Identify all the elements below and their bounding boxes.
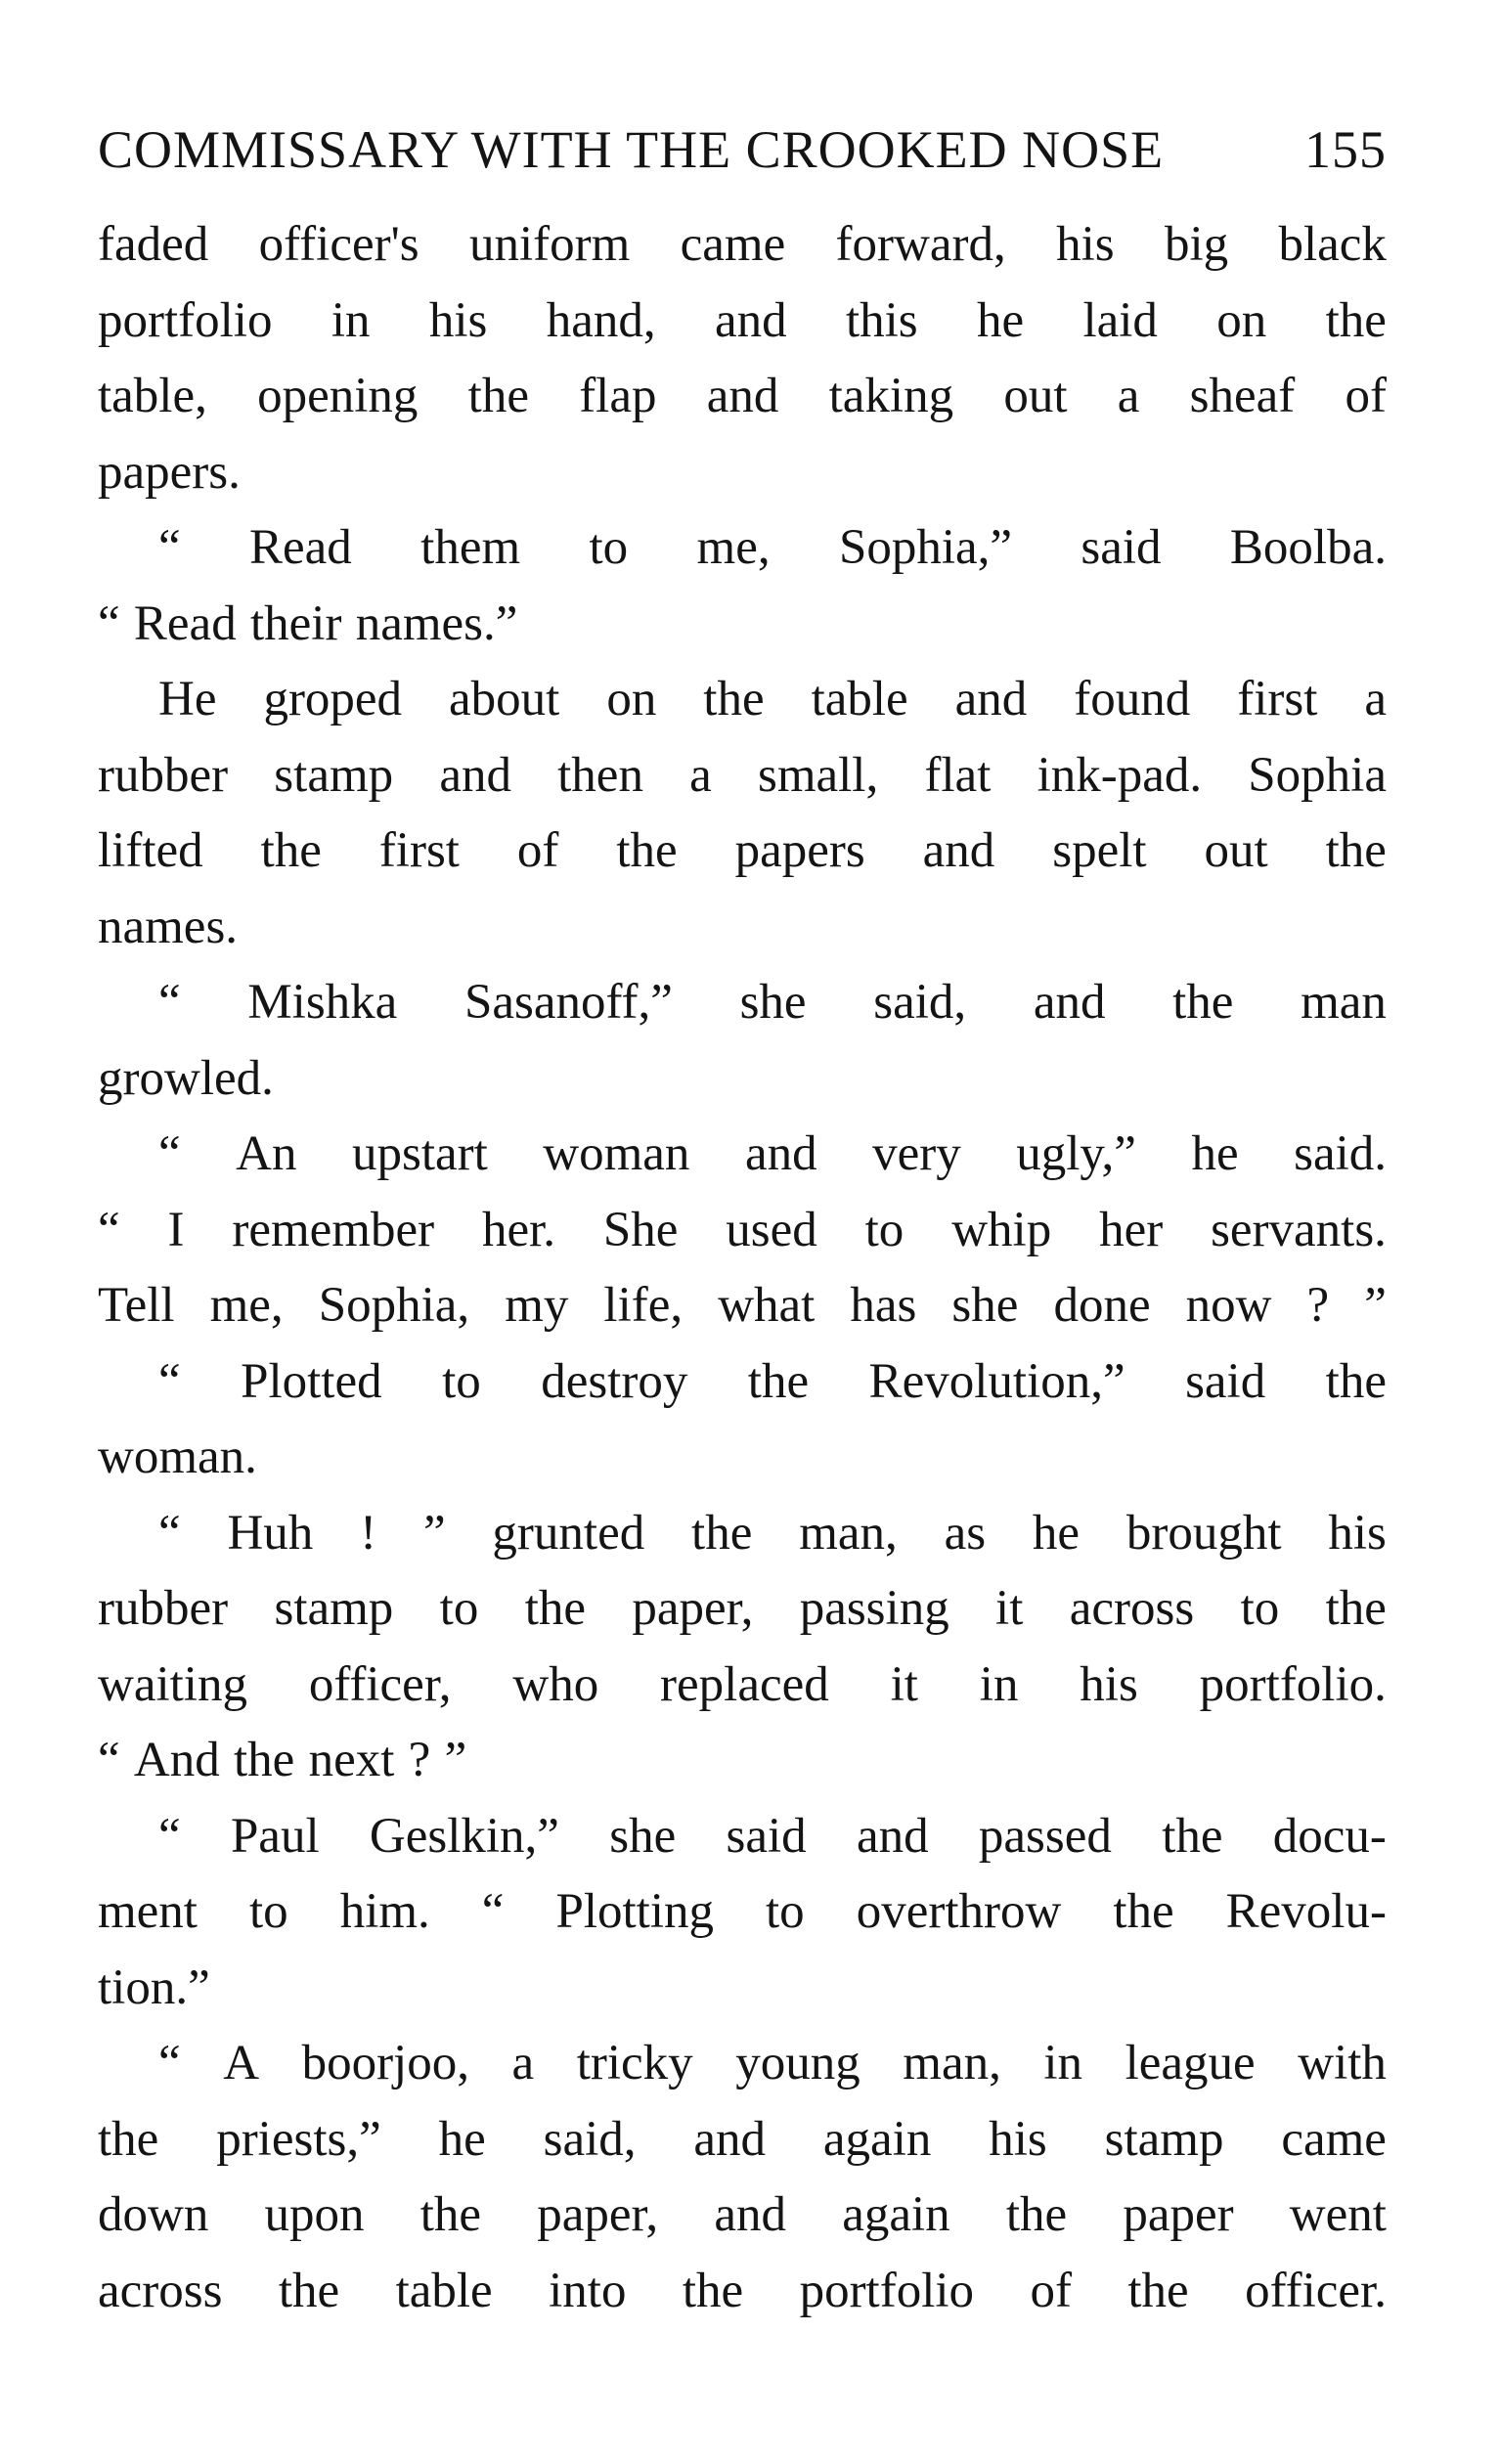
word: it [995,1581,1024,1636]
word: whip [951,1202,1052,1257]
word: she [739,975,807,1030]
word: done [1053,1278,1151,1333]
word: ” [444,1733,467,1787]
word: the [1005,2187,1068,2242]
word: portfolio. [1199,1656,1387,1712]
word: portfolio [98,292,273,348]
word: said [726,1808,807,1864]
word: names.” [355,595,518,651]
text-line [98,662,1387,738]
word: the [1325,1581,1387,1636]
word: “ [158,1353,181,1409]
word: he [438,2111,486,2167]
text-line [98,2026,1387,2102]
word: servants. [1211,1202,1387,1257]
word: ” [422,1505,446,1561]
running-title: COMMISSARY WITH THE CROOKED NOSE [98,120,1165,179]
word: into [549,2263,627,2318]
word: the [98,2111,159,2167]
text-line [98,1648,1387,1724]
word: ugly,” [1016,1126,1136,1181]
word: and [714,292,787,348]
text-line [98,814,1387,890]
text-line [98,1874,1387,1951]
word: the [1113,1884,1174,1939]
page-number: 155 [1304,120,1387,179]
word: Boolba. [1229,520,1387,575]
text-line [98,587,1387,663]
text-line [98,1268,1387,1344]
word: Read [249,520,352,575]
word: destroy [541,1353,688,1409]
word: black [1278,217,1387,272]
word: the [1162,1808,1223,1864]
word: “ [158,520,181,575]
word: table [395,2263,493,2318]
word: and [439,747,511,803]
word: upstart [351,1126,488,1181]
text-line [98,1951,1387,2027]
word: woman. [98,1430,257,1484]
word: groped [263,672,403,726]
word: again [842,2187,950,2242]
word: tricky [576,2036,693,2090]
word: papers. [98,444,241,500]
word: officer, [308,1656,452,1712]
text-line [98,738,1387,814]
word: forward, [835,217,1006,272]
word: “ [481,1884,505,1939]
text-line [98,890,1387,966]
word: he [1032,1505,1081,1561]
word: to [766,1884,805,1939]
word: a [1364,672,1387,726]
word: again [822,2111,932,2167]
text-line [98,2254,1387,2330]
word: Read [133,595,237,651]
word: Huh [227,1505,314,1561]
word: ! [360,1505,377,1561]
word: paper, [537,2187,659,2242]
word: first [1237,672,1318,726]
word: life, [603,1278,684,1333]
word: spelt [1052,823,1147,878]
word: said. [1294,1126,1387,1181]
word: about [449,672,560,726]
word: passing [799,1581,949,1636]
word: to [1240,1581,1280,1636]
word: out [1204,823,1268,878]
word: table, [98,369,207,423]
word: the [260,823,322,878]
word: man [1301,975,1387,1030]
word: ink-pad. [1037,747,1203,803]
word: has [850,1278,917,1333]
word: flat [924,747,992,803]
word: ? [1306,1278,1330,1333]
word: brought [1125,1505,1282,1561]
word: he [976,292,1025,348]
word: Sophia, [318,1278,470,1333]
word: across [98,2263,223,2318]
word: rubber [98,1581,229,1636]
text-line [98,1496,1387,1572]
word: very [872,1126,961,1181]
word: “ [98,1202,120,1257]
word: He [158,672,217,726]
word: A [223,2036,260,2090]
word: said [1185,1353,1266,1409]
word: Plotting [555,1884,714,1939]
word: the [467,369,529,423]
text-line [98,1571,1387,1648]
word: “ [158,975,181,1030]
word: and [706,369,779,423]
word: a [511,2036,535,2090]
text-line [98,435,1387,511]
word: uniform [468,217,631,272]
word: Sophia [1248,747,1387,803]
word: and [922,823,995,878]
word: to [442,1353,481,1409]
word: found [1074,672,1191,726]
body-text [98,207,1387,2329]
word: his [1080,1656,1138,1712]
word: man, [799,1505,898,1561]
word: she [951,1278,1019,1333]
word: in [1043,2036,1083,2090]
word: woman [543,1126,690,1181]
word: growled. [98,1050,274,1106]
word: a [689,747,712,803]
word: with [1298,2036,1387,2090]
word: came [680,217,786,272]
word: Sasanoff,” [463,975,673,1030]
word: Revolu- [1225,1884,1387,1939]
word: the [616,823,678,878]
word: to [439,1581,479,1636]
word: stamp [274,1581,394,1636]
word: “ [98,595,120,651]
word: me, [209,1278,284,1333]
word: stamp [274,747,394,803]
word: And [133,1733,220,1787]
word: my [505,1278,569,1333]
word: of [1030,2263,1072,2318]
word: the [703,672,765,726]
word: taking [828,369,954,423]
word: ment [98,1884,198,1939]
text-line [98,1723,1387,1799]
word: the [691,1505,753,1561]
word: papers [734,823,865,878]
word: he [1191,1126,1239,1181]
word: said, [543,2111,637,2167]
word: tion.” [98,1959,210,2015]
word: flap [579,369,657,423]
word: the [1325,823,1387,878]
word: grunted [492,1505,645,1561]
word: her [1099,1202,1164,1257]
word: boorjoo, [301,2036,469,2090]
word: “ [158,1126,181,1181]
word: Sophia,” [838,520,1013,575]
word: Revolution,” [868,1353,1125,1409]
word: Plotted [241,1353,382,1409]
word: and [954,672,1028,726]
word: paper, [632,1581,754,1636]
word: and [714,2187,787,2242]
word: across [1069,1581,1195,1636]
word: Tell [98,1278,175,1333]
word: docu- [1272,1808,1387,1864]
word: lifted [98,823,203,878]
word: the [747,1353,810,1409]
word: priests,” [216,2111,381,2167]
word: opening [257,369,419,423]
word: her. [481,1202,556,1257]
word: used [726,1202,817,1257]
word: down [98,2187,209,2242]
word: the [1127,2263,1189,2318]
word: came [1281,2111,1387,2167]
text-line [98,207,1387,284]
word: remember [232,1202,435,1257]
word: “ [98,1733,120,1787]
word: their [249,595,342,651]
word: names. [98,899,239,954]
word: portfolio [799,2263,975,2318]
text-line [98,2178,1387,2254]
word: stamp [1104,2111,1224,2167]
word: upon [264,2187,365,2242]
word: replaced [660,1656,829,1712]
text-line [98,1117,1387,1193]
word: officer's [258,217,419,272]
word: on [606,672,657,726]
word: his [428,292,488,348]
word: his [989,2111,1047,2167]
word: now [1185,1278,1272,1333]
text-line [98,965,1387,1041]
word: hand, [546,292,656,348]
word: Paul [230,1808,320,1864]
word: the [278,2263,340,2318]
text-line [98,284,1387,360]
word: laid [1082,292,1158,348]
text-line [98,1193,1387,1269]
word: the [419,2187,482,2242]
word: then [557,747,643,803]
word: the [234,1733,295,1787]
word: his [1056,217,1115,272]
word: waiting [98,1656,247,1712]
word: “ [158,2036,181,2090]
word: passed [978,1808,1112,1864]
word: Mishka [247,975,398,1030]
word: who [512,1656,599,1712]
word: a [1117,369,1140,423]
word: first [378,823,460,878]
word: this [845,292,918,348]
word: and [693,2111,767,2167]
word: She [602,1202,679,1257]
text-line [98,2102,1387,2178]
word: “ [158,1505,181,1561]
text-line [98,1041,1387,1118]
word: young [735,2036,860,2090]
word: went [1289,2187,1387,2242]
word: what [718,1278,816,1333]
text-line [98,510,1387,587]
word: him. [339,1884,430,1939]
word: on [1216,292,1267,348]
word: she [609,1808,677,1864]
word: of [516,823,559,878]
text-line [98,1344,1387,1421]
word: paper [1123,2187,1234,2242]
word: the [1325,292,1387,348]
word: small, [757,747,879,803]
word: sheaf [1189,369,1296,423]
word: the [682,2263,744,2318]
word: and [1033,975,1106,1030]
text-line [98,1799,1387,1875]
word: An [236,1126,297,1181]
word: in [979,1656,1019,1712]
word: ” [1364,1278,1387,1333]
word: of [1345,369,1387,423]
running-head [98,115,1387,184]
word: to [864,1202,904,1257]
text-line [98,359,1387,435]
word: ? [408,1733,431,1787]
word: to [589,520,629,575]
word: “ [158,1808,181,1864]
word: big [1164,217,1229,272]
word: I [167,1202,185,1257]
word: officer. [1245,2263,1387,2318]
word: his [1328,1505,1387,1561]
word: faded [98,217,209,272]
word: as [944,1505,987,1561]
word: next [308,1733,395,1787]
word: to [249,1884,288,1939]
word: it [890,1656,918,1712]
word: me, [696,520,771,575]
word: out [1003,369,1068,423]
text-line [98,1420,1387,1496]
word: rubber [98,747,229,803]
word: the [1325,1353,1387,1409]
word: and [856,1808,929,1864]
word: man, [903,2036,1001,2090]
word: them [420,520,521,575]
word: the [1172,975,1234,1030]
word: overthrow [856,1884,1062,1939]
word: in [331,292,371,348]
word: said [1081,520,1162,575]
word: and [744,1126,817,1181]
word: the [524,1581,586,1636]
word: table [811,672,908,726]
word: Geslkin,” [369,1808,559,1864]
word: league [1125,2036,1256,2090]
word: said, [873,975,967,1030]
